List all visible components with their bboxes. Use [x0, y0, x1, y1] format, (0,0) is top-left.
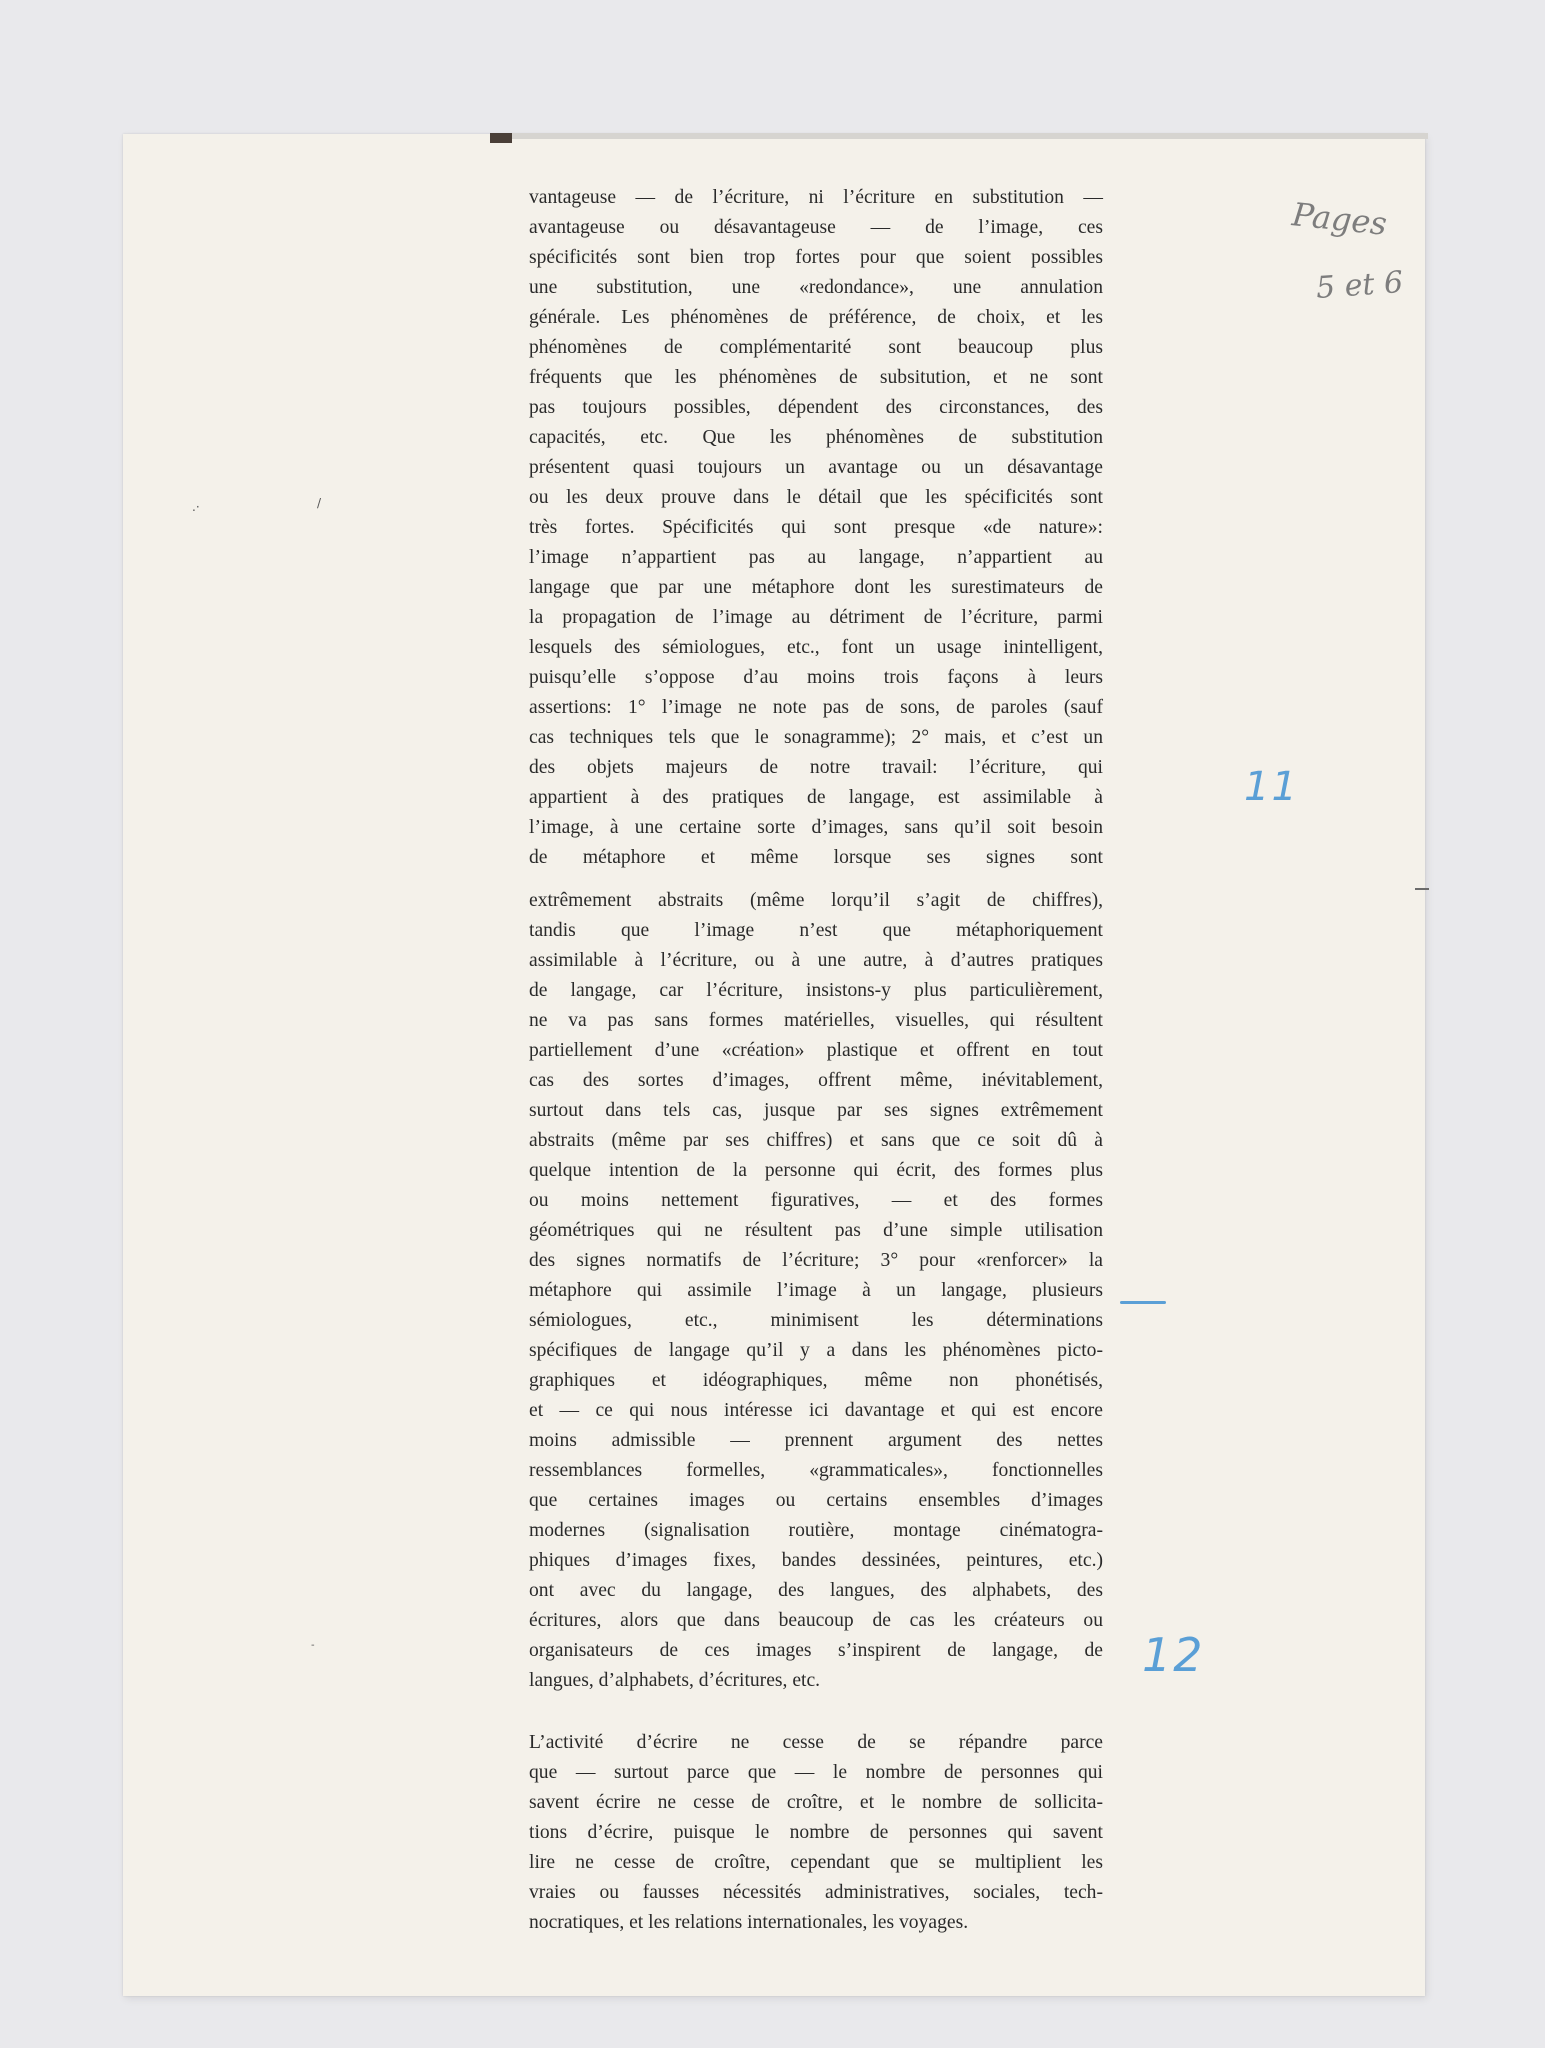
text-line: géométriques qui ne résultent pas d’une simple utilisation: [529, 1220, 1103, 1241]
pencil-note-line1: Pages: [1290, 195, 1389, 243]
text-line: lesquels des sémiologues, etc., font un usage inintelligent,: [529, 637, 1103, 658]
text-line: assertions: 1° l’image ne note pas de sons, de paroles (sauf: [529, 697, 1103, 718]
pencil-note-line2: 5 et 6: [1314, 265, 1405, 306]
text-line: savent écrire ne cesse de croître, et le nombre de sollicita-: [529, 1792, 1103, 1813]
speck-mark: .·: [192, 500, 200, 514]
text-line: l’image, à une certaine sorte d’images, sans qu’il soit besoin: [529, 817, 1103, 838]
text-line: partiellement d’une «création» plastique et offrent en tout: [529, 1040, 1103, 1061]
text-line: métaphore qui assimile l’image à un langage, plusieurs: [529, 1280, 1103, 1301]
blue-marker-dash: [1120, 1301, 1166, 1304]
text-line: écritures, alors que dans beaucoup de cas les créateurs ou: [529, 1610, 1103, 1631]
text-line: tandis que l’image n’est que métaphoriquement: [529, 920, 1103, 941]
text-line: lire ne cesse de croître, cependant que se multiplient les: [529, 1852, 1103, 1873]
blue-page-number-11: 11: [1244, 764, 1299, 810]
text-line: fréquents que les phénomènes de subsitution, et ne sont: [529, 367, 1103, 388]
text-line: L’activité d’écrire ne cesse de se répandre parce: [529, 1732, 1103, 1753]
speck-mark: -: [311, 1640, 315, 1651]
fold-mark: [1415, 888, 1429, 890]
text-line: assimilable à l’écriture, ou à une autre, à d’autres pratiques: [529, 950, 1103, 971]
text-line: extrêmement abstraits (même lorqu’il s’agit de chiffres),: [529, 890, 1103, 911]
text-line: langage que par une métaphore dont les surestimateurs de: [529, 577, 1103, 598]
text-line: de langage, car l’écriture, insistons-y plus particulièrement,: [529, 980, 1103, 1001]
text-line: tions d’écrire, puisque le nombre de personnes qui savent: [529, 1822, 1103, 1843]
text-line: et — ce qui nous intéresse ici davantage et qui est encore: [529, 1400, 1103, 1421]
speck-mark: /: [317, 496, 322, 510]
text-line: cas des sortes d’images, offrent même, inévitablement,: [529, 1070, 1103, 1091]
text-line: la propagation de l’image au détriment de l’écriture, parmi: [529, 607, 1103, 628]
text-line: organisateurs de ces images s’inspirent de langage, de: [529, 1640, 1103, 1661]
text-line: avantageuse ou désavantageuse — de l’image, ces: [529, 217, 1103, 238]
text-line: de métaphore et même lorsque ses signes sont: [529, 847, 1103, 868]
text-line: vraies ou fausses nécessités administratives, sociales, tech-: [529, 1882, 1103, 1903]
text-line: ne va pas sans formes matérielles, visuelles, qui résultent: [529, 1010, 1103, 1031]
text-line: graphiques et idéographiques, même non phonétisés,: [529, 1370, 1103, 1391]
text-line: spécifiques de langage qu’il y a dans les phénomènes picto-: [529, 1340, 1103, 1361]
text-line: phénomènes de complémentarité sont beaucoup plus: [529, 337, 1103, 358]
text-line: cas techniques tels que le sonagramme); 2° mais, et c’est un: [529, 727, 1103, 748]
text-line: nocratiques, et les relations internationales, les voyages.: [529, 1912, 969, 1933]
text-line: ou moins nettement figuratives, — et des formes: [529, 1190, 1103, 1211]
text-line: que — surtout parce que — le nombre de personnes qui: [529, 1762, 1103, 1783]
text-line: abstraits (même par ses chiffres) et sans que ce soit dû à: [529, 1130, 1103, 1151]
text-column-final-paragraph: [529, 1728, 1103, 1938]
text-line: phiques d’images fixes, bandes dessinées, peintures, etc.): [529, 1550, 1103, 1571]
text-line: puisqu’elle s’oppose d’au moins trois façons à leurs: [529, 667, 1103, 688]
text-line: langues, d’alphabets, d’écritures, etc.: [529, 1670, 821, 1691]
text-line: modernes (signalisation routière, montage cinématogra-: [529, 1520, 1103, 1541]
text-line: très fortes. Spécificités qui sont presque «de nature»:: [529, 517, 1103, 538]
text-line: moins admissible — prennent argument des nettes: [529, 1430, 1103, 1451]
text-line: spécificités sont bien trop fortes pour que soient possibles: [529, 247, 1103, 268]
text-line: sémiologues, etc., minimisent les déterminations: [529, 1310, 1103, 1331]
text-line: une substitution, une «redondance», une annulation: [529, 277, 1103, 298]
text-line: des signes normatifs de l’écriture; 3° pour «renforcer» la: [529, 1250, 1103, 1271]
text-line: que certaines images ou certains ensembles d’images: [529, 1490, 1103, 1511]
text-line: générale. Les phénomènes de préférence, de choix, et les: [529, 307, 1103, 328]
torn-corner: [490, 133, 512, 143]
text-line: ou les deux prouve dans le détail que les spécificités sont: [529, 487, 1103, 508]
text-line: présentent quasi toujours un avantage ou un désavantage: [529, 457, 1103, 478]
text-line: capacités, etc. Que les phénomènes de substitution: [529, 427, 1103, 448]
text-line: quelque intention de la personne qui écrit, des formes plus: [529, 1160, 1103, 1181]
blue-page-number-12: 12: [1142, 1628, 1205, 1682]
text-column-lower: [529, 886, 1103, 1696]
pasted-strip-edge: [508, 133, 1428, 139]
text-line: ressemblances formelles, «grammaticales», fonctionnelles: [529, 1460, 1103, 1481]
text-line: appartient à des pratiques de langage, est assimilable à: [529, 787, 1103, 808]
text-column-upper: [529, 183, 1103, 873]
text-line: pas toujours possibles, dépendent des circonstances, des: [529, 397, 1103, 418]
text-line: l’image n’appartient pas au langage, n’appartient au: [529, 547, 1103, 568]
text-line: vantageuse — de l’écriture, ni l’écriture en substitution —: [529, 187, 1103, 208]
text-line: des objets majeurs de notre travail: l’écriture, qui: [529, 757, 1103, 778]
text-line: surtout dans tels cas, jusque par ses signes extrêmement: [529, 1100, 1103, 1121]
text-line: ont avec du langage, des langues, des alphabets, des: [529, 1580, 1103, 1601]
